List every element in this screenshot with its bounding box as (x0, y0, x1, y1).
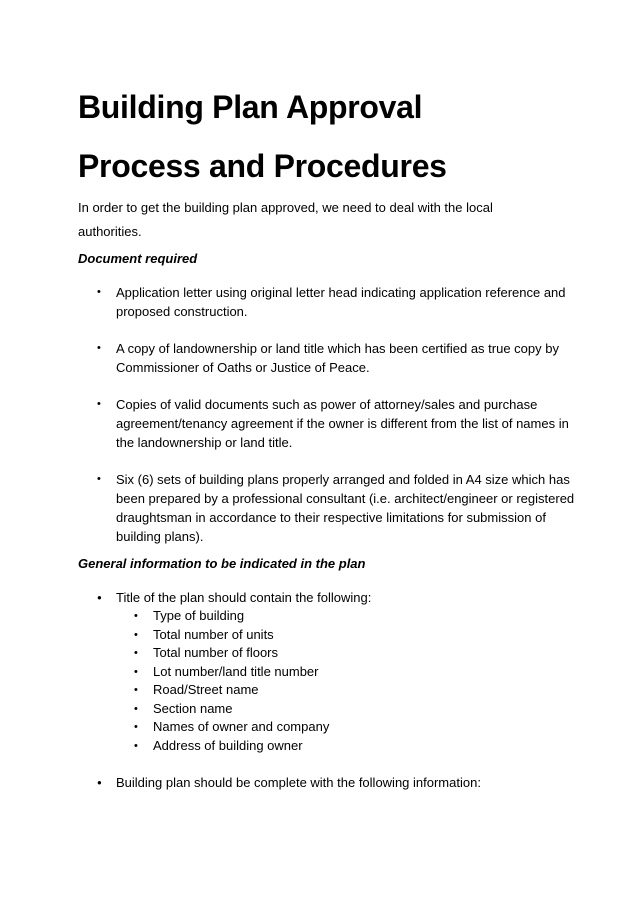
section-heading-general-info: General information to be indicated in the plan (78, 556, 366, 571)
list-item: ● Building plan should be complete with the following information: (97, 773, 577, 792)
list-item-text: Title of the plan should contain the following: (116, 590, 372, 605)
page-title (78, 78, 598, 196)
documents-list (97, 283, 577, 564)
sub-list-item: • Total number of floors (134, 644, 577, 663)
sub-list-item: • Type of building (134, 607, 577, 626)
section-heading-documents: Document required (78, 251, 198, 266)
list-item: • Copies of valid documents such as power of attorney/sales and purchase agreement/tenancy agreement if the owner is different from the list of names in the landownership or land title. (97, 395, 577, 452)
general-info-list (97, 588, 577, 792)
title-line-1: Building Plan Approval (78, 89, 423, 125)
sub-list-item: • Address of building owner (134, 737, 577, 756)
list-item: • Application letter using original letter head indicating application reference and proposed construction. (97, 283, 577, 321)
list-item: • A copy of landownership or land title which has been certified as true copy by Commissioner of Oaths or Justice of Peace. (97, 339, 577, 377)
intro-paragraph: In order to get the building plan approved, we need to deal with the local authorities. (78, 200, 493, 239)
sub-list-item: • Lot number/land title number (134, 663, 577, 682)
list-item: • Six (6) sets of building plans properly arranged and folded in A4 size which has been prepared by a professional consultant (i.e. architect/engineer or registered draughtsman in accordance to their respective limitations for submission of building plans). (97, 470, 577, 546)
sub-list-item: • Section name (134, 700, 577, 719)
sub-list-item: • Names of owner and company (134, 718, 577, 737)
title-contents-sublist (116, 607, 577, 755)
sub-list-item: • Road/Street name (134, 681, 577, 700)
sub-list-item: • Total number of units (134, 626, 577, 645)
title-line-2: Process and Procedures (78, 148, 447, 184)
list-item (97, 588, 577, 755)
